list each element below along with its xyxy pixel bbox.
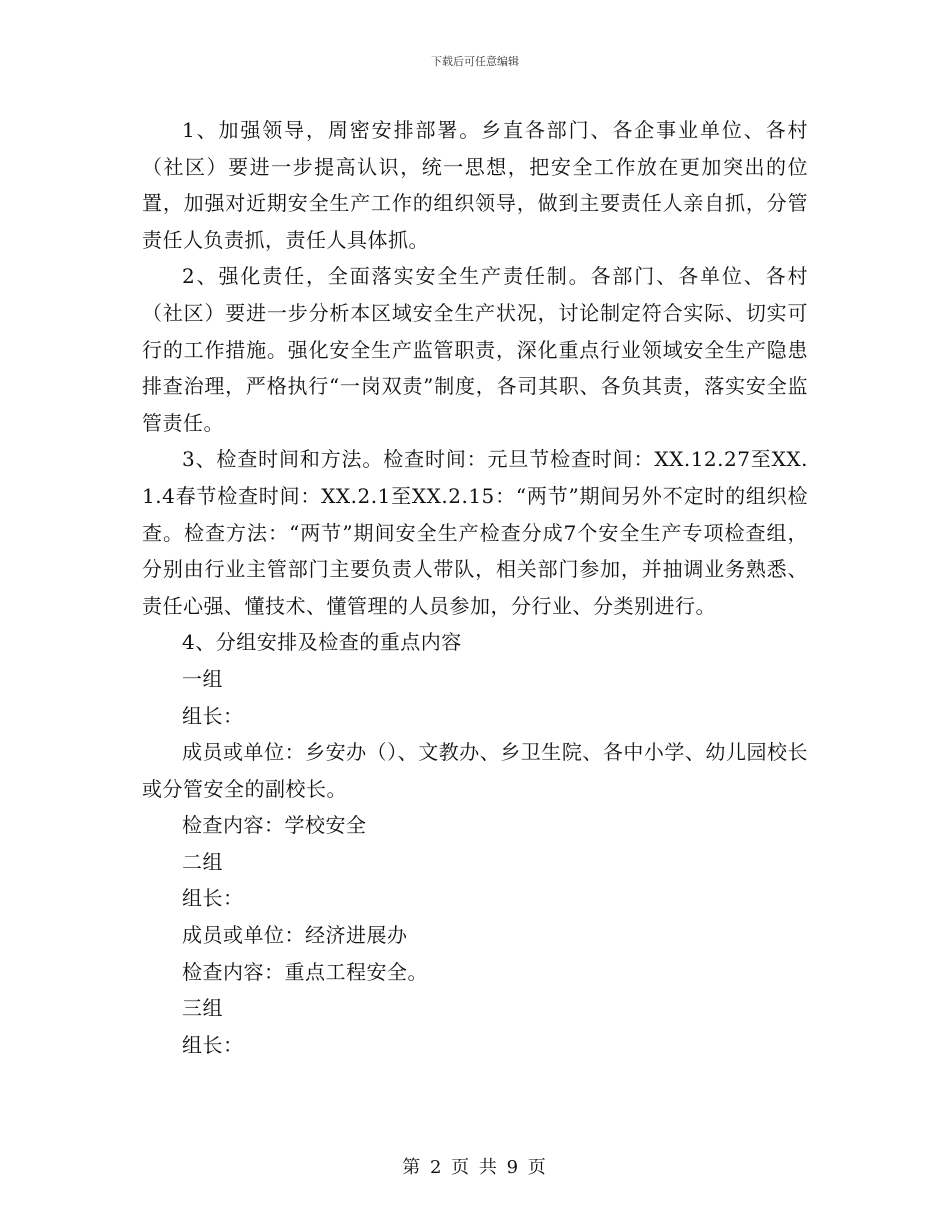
group-1-leader: 组长： <box>182 703 244 728</box>
paragraph-2: 2、强化责任，全面落实安全生产责任制。各部门、各单位、各村（社区）要进一步分析本区域安全生产状况，讨论制定符合实际、切实可行的工作措施。强化安全生产监管职责，深化重点行业领域安全生产隐患排查治理，严格执行“一岗双责”制度，各司其职、各负其责，落实安全监管责任。 <box>142 264 808 435</box>
page-number-footer: 第 2 页 共 9 页 <box>402 1157 548 1178</box>
group-1-members: 成员或单位：乡安办（）、文教办、乡卫生院、各中小学、幼儿园校长或分管安全的副校长。 <box>142 740 808 801</box>
group-2-title: 二组 <box>182 849 223 874</box>
group-1-title: 一组 <box>182 666 223 691</box>
page-header: 下载后可任意编辑 <box>431 55 519 68</box>
group-2-members: 成员或单位：经济进展办 <box>182 923 408 948</box>
paragraph-1: 1、加强领导，周密安排部署。乡直各部门、各企事业单位、各村（社区）要进一步提高认识，统一思想，把安全工作放在更加突出的位置，加强对近期安全生产工作的组织领导，做到主要责任人亲自抓，分管责任人负责抓，责任人具体抓。 <box>142 118 808 252</box>
group-2-content: 检查内容：重点工程安全。 <box>182 959 428 984</box>
group-3-title: 三组 <box>182 996 223 1021</box>
group-1-content: 检查内容：学校安全 <box>182 813 367 838</box>
section-heading-4: 4、分组安排及检查的重点内容 <box>182 630 462 655</box>
group-3-leader: 组长： <box>182 1032 244 1057</box>
group-2-leader: 组长： <box>182 886 244 911</box>
document-body <box>142 112 808 1063</box>
paragraph-3: 3、检查时间和方法。检查时间：元旦节检查时间：XX.12.27至XX.1.4春节检查时间：XX.2.1至XX.2.15：“两节”期间另外不定时的组织检查。检查方法：“两节”期间安全生产检查分成7个安全生产专项检查组，分别由行业主管部门主要负责人带队，相关部门参加，并抽调业务熟悉、责任心强、懂技术、懂管理的人员参加，分行业、分类别进行。 <box>142 447 808 618</box>
